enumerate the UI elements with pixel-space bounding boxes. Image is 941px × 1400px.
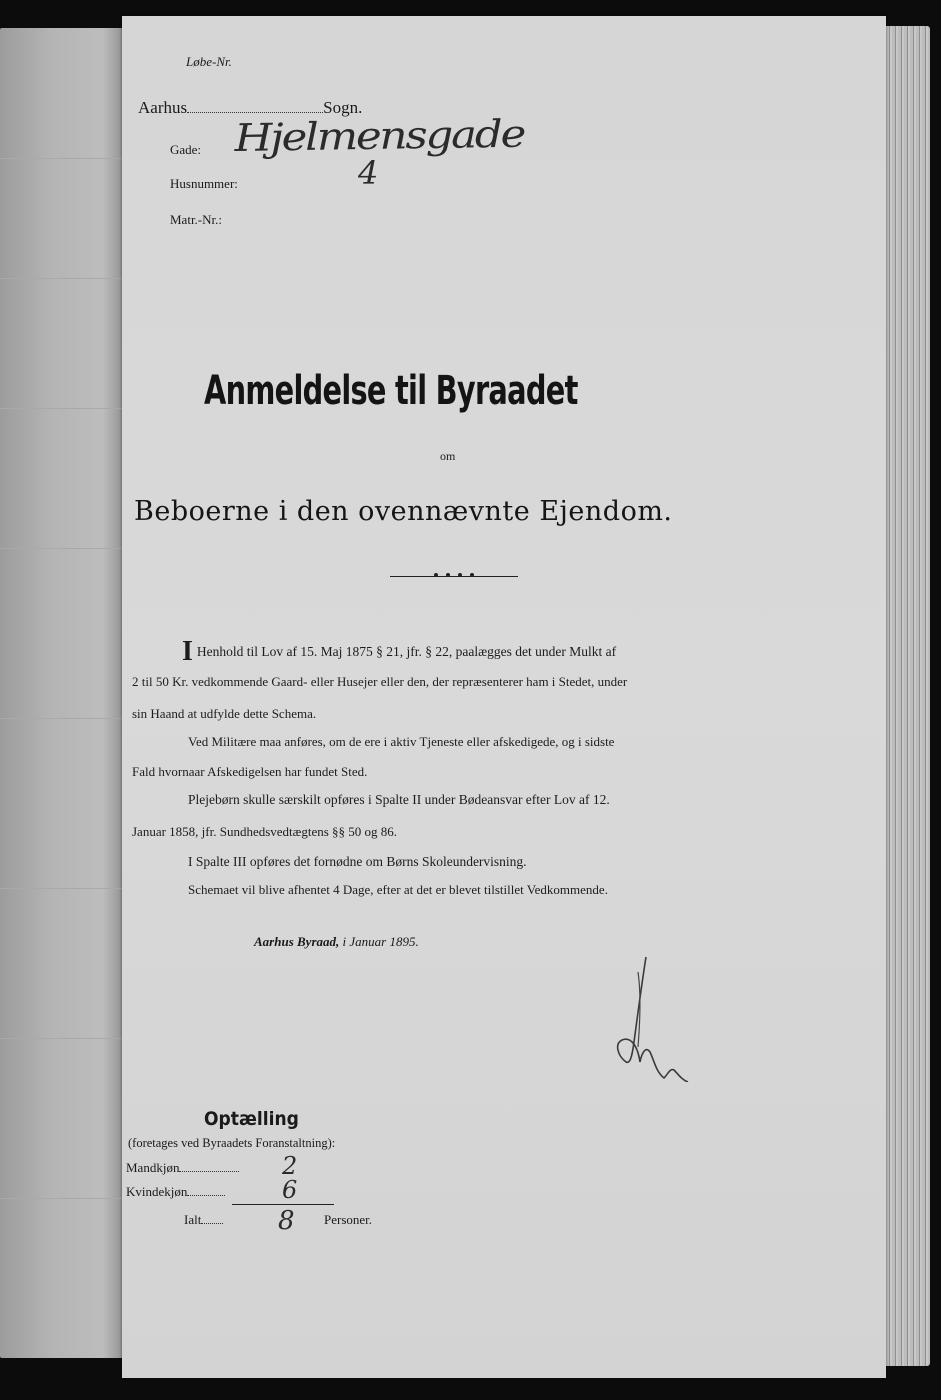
street-label: Gade: [170, 142, 202, 157]
title-connector: om [440, 449, 456, 463]
parish-prefix: Aarhus [138, 98, 188, 117]
male-row [126, 1160, 239, 1176]
male-label: Mandkjøn [126, 1160, 180, 1175]
female-label: Kvindekjøn [126, 1184, 188, 1199]
instruction-line-3: sin Haand at udfylde dette Schema. [132, 706, 317, 721]
total-unit: Personer. [324, 1212, 373, 1227]
instruction-line-9: Schemaet vil blive afhentet 4 Dage, efter at det er blevet tilstillet Vedkommende. [188, 882, 608, 897]
instruction-line-6: Plejebørn skulle særskilt opføres i Spalte II under Bødeansvar efter Lov af 12. [188, 792, 610, 807]
dropcap: I [182, 636, 193, 667]
handwritten-signature [608, 952, 698, 1082]
instruction-line-1: I Henhold til Lov af 15. Maj 1875 § 21, jfr. § 22, paalægges det under Mulkt af [182, 636, 617, 667]
instruction-line-2: 2 til 50 Kr. vedkommende Gaard- eller Husejer eller den, der repræsenterer ham i Stedet, under [132, 674, 628, 689]
instruction-line-7: Januar 1858, jfr. Sundhedsvedtægtens §§ 50 og 86. [132, 824, 398, 839]
count-heading: Optælling [204, 1108, 299, 1130]
matr-nr-label: Matr.-Nr.: [170, 212, 222, 227]
issuer-date: i Januar 1895. [342, 934, 419, 949]
page-subtitle: Beboerne i den ovennævnte Ejendom. [134, 496, 673, 527]
instruction-line-8: I Spalte III opføres det fornødne om Børns Skoleundervisning. [188, 854, 527, 869]
page-title: Anmeldelse til Byraadet [204, 368, 578, 414]
facing-page [0, 28, 128, 1358]
total-row [184, 1212, 223, 1228]
parish-field[interactable] [187, 112, 323, 113]
total-value: 8 [278, 1206, 295, 1236]
count-note: (foretages ved Byraadets Foranstaltning): [128, 1136, 336, 1150]
female-row [126, 1184, 225, 1200]
male-value: 2 [282, 1152, 298, 1180]
instruction-line-5: Fald hvornaar Afskedigelsen har fundet Sted. [132, 764, 368, 779]
lobe-nr-label: Løbe-Nr. [186, 54, 232, 69]
sum-rule [232, 1204, 334, 1205]
female-value: 6 [282, 1176, 298, 1204]
issuer-line [254, 934, 419, 950]
instruction-line-4: Ved Militære maa anføres, om de ere i aktiv Tjeneste eller afskedigede, og i sidste [188, 734, 615, 749]
house-number-label: Husnummer: [170, 176, 238, 191]
street-value: Hjelmensgade [234, 111, 525, 160]
ornament-rule [390, 576, 518, 579]
form-page [122, 16, 886, 1378]
issuer-name: Aarhus Byraad, [254, 934, 340, 949]
total-label: Ialt [184, 1212, 202, 1227]
parish-suffix: Sogn. [323, 98, 363, 117]
house-number-value: 4 [358, 154, 379, 192]
